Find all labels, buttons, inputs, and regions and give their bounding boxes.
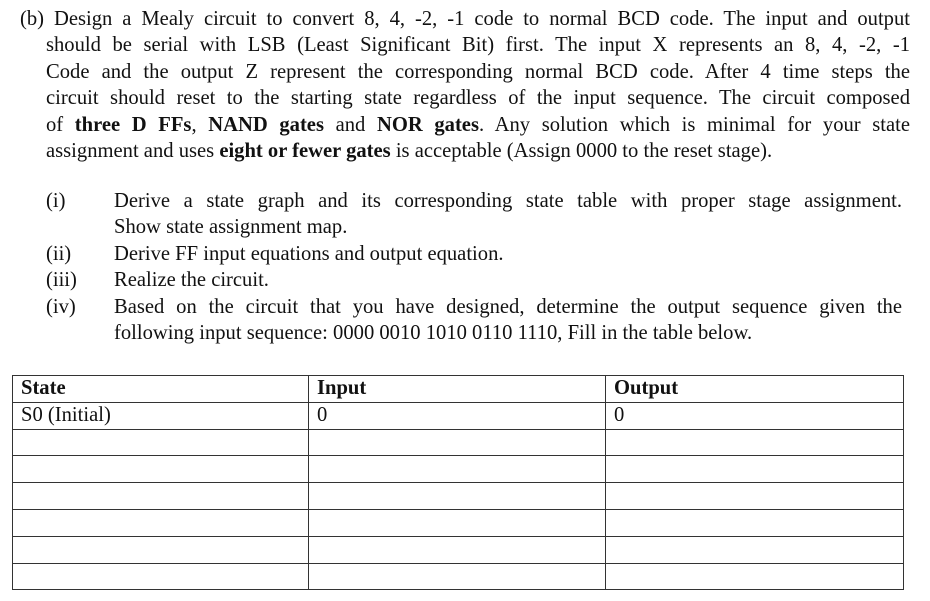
column-header-input: Input [309, 376, 606, 403]
table-row [13, 509, 904, 536]
table-header-row [13, 376, 904, 403]
input-cell[interactable] [309, 563, 606, 590]
question-text [20, 6, 910, 164]
state-cell[interactable] [13, 536, 309, 563]
input-cell[interactable]: 0 [309, 402, 606, 429]
output-cell[interactable] [606, 536, 904, 563]
question-line-5: of three D FFs, NAND gates and NOR gates. Any solution which is minimal for your state [46, 113, 911, 136]
state-cell[interactable] [13, 563, 309, 590]
sub-question-number: (iii) [46, 269, 77, 292]
state-cell[interactable]: S0 (Initial) [13, 402, 309, 429]
question-line-2: should be serial with LSB (Least Significant Bit) first. The input X represents an 8, 4, -2, -1 [46, 34, 910, 57]
table-row [13, 483, 904, 510]
table-row [13, 402, 904, 429]
column-header-output: Output [606, 376, 904, 403]
three-d-ffs-bold: three D FFs [74, 113, 192, 136]
input-cell[interactable] [309, 509, 606, 536]
table-row [13, 456, 904, 483]
question-line-1: (b) Design a Mealy circuit to convert 8, 4, -2, -1 code to normal BCD code. The input and output [20, 8, 910, 30]
nor-gates-bold: NOR gates [376, 113, 479, 136]
question-line-6: assignment and uses eight or fewer gates is acceptable (Assign 0000 to the reset stage). [46, 140, 773, 163]
eight-gates-bold: eight or fewer gates [219, 140, 391, 163]
sub-question-number: (i) [46, 190, 66, 212]
sub-question-text: following input sequence: 0000 0010 1010 0110 1110, Fill in the table below. [114, 322, 753, 345]
sub-question-i [46, 188, 902, 241]
table-row [13, 429, 904, 456]
output-cell[interactable] [606, 483, 904, 510]
state-cell[interactable] [13, 483, 309, 510]
state-cell[interactable] [13, 509, 309, 536]
output-cell[interactable] [606, 456, 904, 483]
sub-question-ii [46, 241, 902, 267]
input-cell[interactable] [309, 536, 606, 563]
question-line-3: Code and the output Z represent the corresponding normal BCD code. After 4 time steps the [46, 60, 910, 83]
sub-question-iii [46, 267, 902, 293]
state-cell[interactable] [13, 456, 309, 483]
input-cell[interactable] [309, 429, 606, 456]
nand-gates-bold: NAND gates [208, 113, 324, 136]
sub-question-number: (ii) [46, 242, 72, 265]
table-row [13, 536, 904, 563]
input-cell[interactable] [309, 483, 606, 510]
output-cell[interactable] [606, 563, 904, 590]
sub-question-text: Derive a state graph and its corresponding state table with proper stage assignment. [114, 190, 902, 212]
sub-question-text: Show state assignment map. [114, 216, 348, 239]
question-line-4: circuit should reset to the starting state regardless of the input sequence. The circuit composed [46, 87, 910, 110]
column-header-state: State [13, 376, 309, 403]
sub-question-iv [46, 294, 902, 347]
output-cell[interactable]: 0 [606, 402, 904, 429]
sub-question-text: Based on the circuit that you have designed, determine the output sequence given the [114, 295, 902, 318]
sub-question-text: Derive FF input equations and output equation. [114, 242, 504, 265]
sub-questions [46, 188, 902, 346]
answer-table [12, 375, 904, 590]
output-cell[interactable] [606, 429, 904, 456]
state-cell[interactable] [13, 429, 309, 456]
table-row [13, 563, 904, 590]
output-cell[interactable] [606, 509, 904, 536]
input-cell[interactable] [309, 456, 606, 483]
sub-question-text: Realize the circuit. [114, 269, 269, 292]
sub-question-number: (iv) [46, 295, 76, 318]
